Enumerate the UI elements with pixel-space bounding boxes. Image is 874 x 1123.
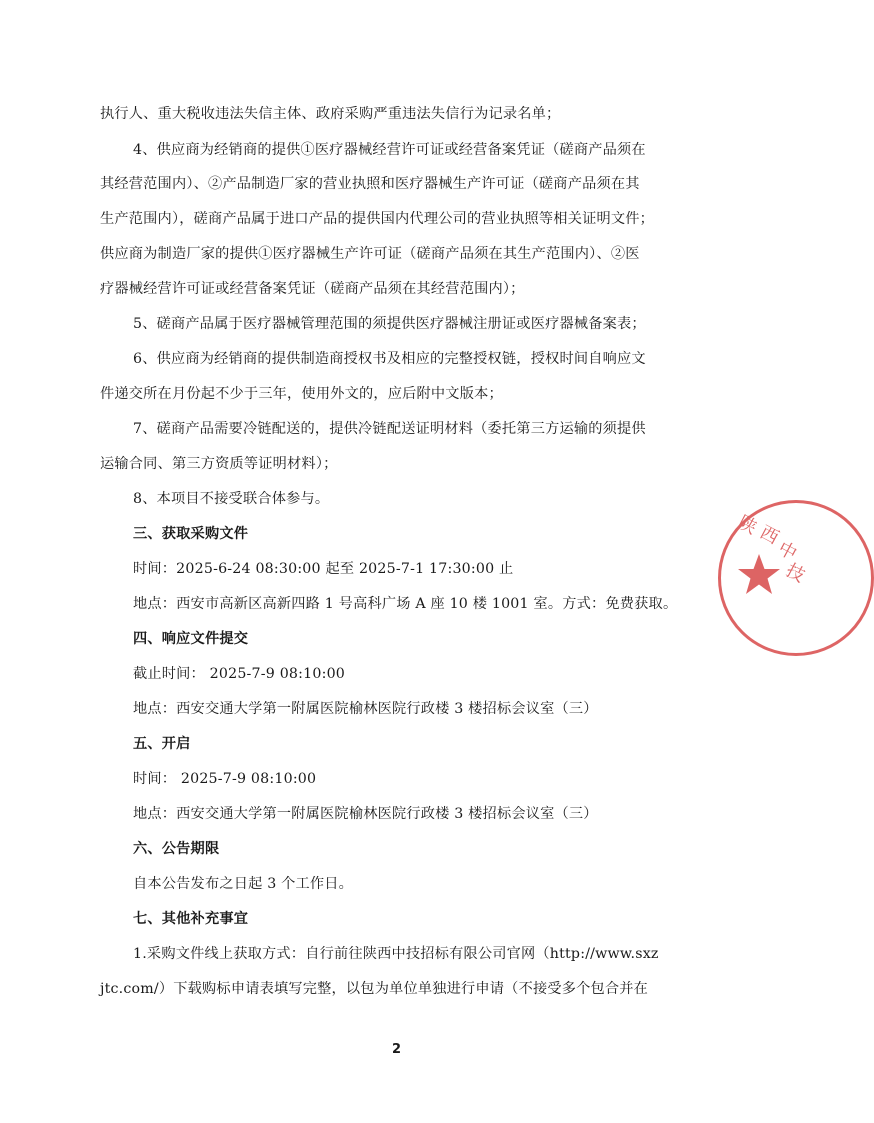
- section-heading: 五、开启: [133, 736, 191, 752]
- text-line: 件递交所在月份起不少于三年，使用外文的，应后附中文版本；: [100, 386, 503, 402]
- seal-char: 西: [756, 521, 783, 549]
- seal-char: 中: [774, 537, 801, 565]
- section-heading: 六、公告期限: [133, 841, 220, 857]
- text-line: 地点：西安交通大学第一附属医院榆林医院行政楼 3 楼招标会议室（三）: [133, 806, 598, 822]
- page-number: 2: [391, 1042, 402, 1057]
- text-line: 1.采购文件线上获取方式：自行前往陕西中技招标有限公司官网（http://www.sxz: [133, 946, 659, 962]
- text-line: 6、供应商为经销商的提供制造商授权书及相应的完整授权链，授权时间自响应文: [133, 351, 646, 367]
- text-line: jtc.com/）下载购标申请表填写完整，以包为单位单独进行申请（不接受多个包合并在: [100, 981, 649, 997]
- text-line: 执行人、重大税收违法失信主体、政府采购严重违法失信行为记录名单；: [100, 106, 561, 122]
- company-seal: [718, 500, 874, 656]
- text-line: 地点：西安市高新区高新四路 1 号高科广场 A 座 10 楼 1001 室。方式：免费获取。: [133, 596, 678, 612]
- text-line: 4、供应商为经销商的提供①医疗器械经营许可证或经营备案凭证（磋商产品须在: [133, 142, 646, 158]
- text-line: 自本公告发布之日起 3 个工作日。: [133, 876, 354, 892]
- text-line: 地点：西安交通大学第一附属医院榆林医院行政楼 3 楼招标会议室（三）: [133, 701, 598, 717]
- seal-char: 陕: [734, 511, 761, 539]
- section-heading: 三、获取采购文件: [133, 526, 249, 542]
- seal-char: 技: [782, 559, 809, 587]
- text-line: 8、本项目不接受联合体参与。: [133, 491, 330, 507]
- text-line: 截止时间： 2025-7-9 08:10:00: [133, 666, 346, 682]
- text-line: 时间： 2025-7-9 08:10:00: [133, 771, 317, 787]
- text-line: 生产范围内），磋商产品属于进口产品的提供国内代理公司的营业执照等相关证明文件；: [100, 211, 655, 227]
- text-line: 运输合同、第三方资质等证明材料）；: [100, 456, 338, 472]
- section-heading: 七、其他补充事宜: [133, 911, 249, 927]
- text-line: 疗器械经营许可证或经营备案凭证（磋商产品须在其经营范围内）；: [100, 281, 525, 297]
- text-line: 5、磋商产品属于医疗器械管理范围的须提供医疗器械注册证或医疗器械备案表；: [133, 316, 646, 332]
- text-line: 供应商为制造厂家的提供①医疗器械生产许可证（磋商产品须在其生产范围内）、②医: [100, 246, 640, 262]
- section-heading: 四、响应文件提交: [133, 631, 249, 647]
- star-icon: [735, 551, 783, 599]
- text-line: 时间：2025-6-24 08:30:00 起至 2025-7-1 17:30:00 止: [133, 561, 514, 577]
- text-line: 7、磋商产品需要冷链配送的，提供冷链配送证明材料（委托第三方运输的须提供: [133, 421, 646, 437]
- text-line: 其经营范围内）、②产品制造厂家的营业执照和医疗器械生产许可证（磋商产品须在其: [100, 176, 640, 192]
